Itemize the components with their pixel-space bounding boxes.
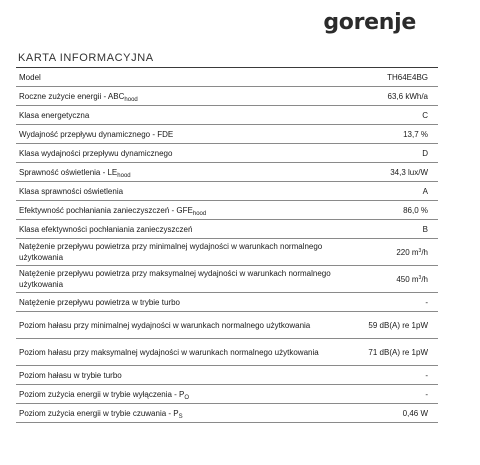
table-row	[16, 144, 438, 163]
row-value: C	[422, 110, 428, 120]
row-label: Sprawność oświetlenia - $LE_{hood}$	[19, 167, 131, 179]
row-value: D	[422, 148, 428, 158]
table-row	[16, 312, 438, 339]
row-label: Efektywność pochłaniania zanieczyszczeń - $GFE_{hood}$	[19, 205, 207, 217]
row-value: -	[425, 370, 428, 380]
table-row	[16, 106, 438, 125]
table-row	[16, 404, 438, 423]
row-label: Poziom hałasu przy maksymalnej wydajności w warunkach normalnego użytkowania	[19, 347, 319, 357]
row-value: 220 $m^3/h$	[396, 247, 428, 257]
table-row	[16, 163, 438, 182]
row-label: Poziom zużycia energii w trybie czuwania - $P_S$	[19, 408, 183, 420]
row-value: 71 dB(A) re 1pW	[368, 347, 428, 357]
row-label: Roczne zużycie energii - $ABC_{hood}$	[19, 91, 138, 103]
row-label: Model	[19, 72, 41, 82]
table-row	[16, 293, 438, 312]
row-value: 63,6 kWh/a	[387, 91, 428, 101]
row-value: -	[425, 389, 428, 399]
row-value: B	[422, 224, 428, 234]
row-value: 450 $m^3/h$	[396, 274, 428, 284]
table-row	[16, 366, 438, 385]
table-row	[16, 125, 438, 144]
table-row	[16, 239, 438, 266]
table-row	[16, 201, 438, 220]
table-row	[16, 220, 438, 239]
row-label: Klasa efektywności pochłaniania zanieczyszczeń	[19, 224, 193, 234]
row-label: Natężenie przepływu powietrza przy maksymalnej wydajności w warunkach normalnego użytkowania	[19, 269, 331, 289]
sheet-title: KARTA INFORMACYJNA	[18, 52, 154, 64]
table-row	[16, 339, 438, 366]
row-label: Natężenie przepływu powietrza w trybie turbo	[19, 297, 180, 307]
table-row	[16, 87, 438, 106]
table-row	[16, 182, 438, 201]
row-value: 0,46 W	[402, 408, 428, 418]
row-label: Klasa sprawności oświetlenia	[19, 186, 124, 196]
table-row	[16, 385, 438, 404]
brand-logo: gorenje	[323, 10, 416, 35]
row-label: Klasa wydajności przepływu dynamicznego	[19, 148, 173, 158]
row-label: Klasa energetyczna	[19, 110, 90, 120]
table-row	[16, 68, 438, 87]
row-value: 86,0 %	[403, 205, 428, 215]
row-value: 34,3 lux/W	[390, 167, 428, 177]
spec-table	[16, 68, 438, 423]
row-label: Poziom hałasu w trybie turbo	[19, 370, 122, 380]
table-row	[16, 266, 438, 293]
row-value: 59 dB(A) re 1pW	[368, 320, 428, 330]
row-label: Natężenie przepływu powietrza przy minimalnej wydajności w warunkach normalnego użytkowania	[19, 242, 323, 262]
row-value: 13,7 %	[403, 129, 428, 139]
row-label: Wydajność przepływu dynamicznego - FDE	[19, 129, 174, 139]
row-value: A	[422, 186, 428, 196]
row-value: TH64E4BG	[387, 72, 428, 82]
row-value: -	[425, 297, 428, 307]
row-label: Poziom zużycia energii w trybie wyłączenia - $P_O$	[19, 389, 190, 401]
row-label: Poziom hałasu przy minimalnej wydajności w warunkach normalnego użytkowania	[19, 320, 311, 330]
